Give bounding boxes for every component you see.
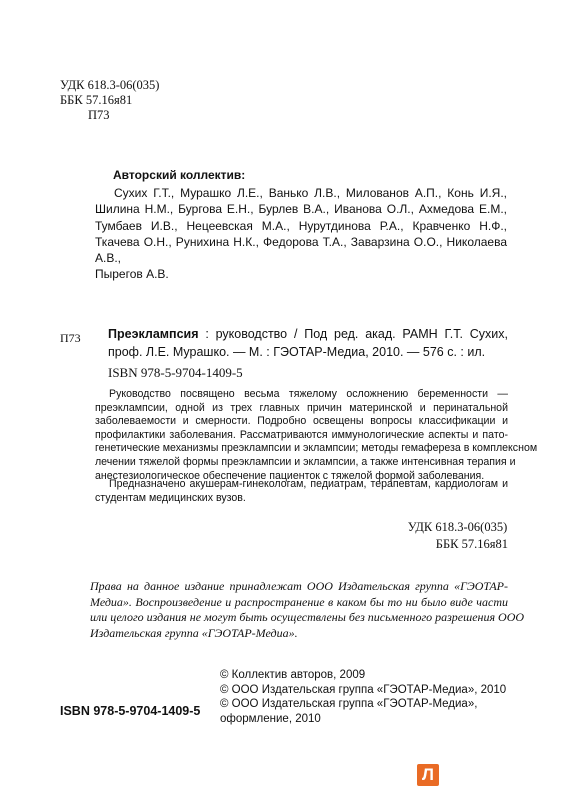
abstract-line: анестезиологическое обеспечение пациенток с тяжелой формой заболевания. xyxy=(95,469,485,482)
abstract xyxy=(95,388,538,483)
copyright-line: © ООО Издательская группа «ГЭОТАР-Медиа», xyxy=(220,698,478,710)
abstract-line: профилактики заболевания. Рассматриваются иммунологические аспекты и пато- xyxy=(95,428,508,441)
audience-line: Предназначено акушерам-гинекологам, педиатрам, терапевтам, кардиологам и xyxy=(109,478,508,490)
udc-code-right: УДК 618.3-06(035) xyxy=(407,520,508,534)
rights-notice xyxy=(90,579,525,641)
bibliography-line-1 xyxy=(108,325,508,343)
copyright-block xyxy=(220,668,506,726)
book-title: Преэклампсия xyxy=(108,327,199,341)
audience xyxy=(95,478,508,505)
isbn-top: ISBN 978-5-9704-1409-5 xyxy=(108,365,243,380)
copyright-line: © Коллектив авторов, 2009 xyxy=(220,669,366,681)
authors-line: Ткачева О.Н., Рунихина Н.К., Федорова Т.А., Заварзина О.О., Николаева А.В., xyxy=(95,234,507,266)
abstract-line: Руководство посвящено весьма тяжелому осложнению беременности — xyxy=(109,388,508,400)
title-rest: : руководство / Под ред. акад. РАМН Г.Т. Сухих, xyxy=(205,327,508,341)
author-mark-code: П73 xyxy=(88,108,110,122)
abstract-line: заболеваемости и смерности. Подробно освещены вопросы классификации и xyxy=(95,415,508,428)
rights-line: или целого издания не могут быть осуществлены без письменного разрешения ООО xyxy=(90,610,525,624)
bibliography-description xyxy=(108,325,508,361)
authors-line: Тумбаев И.В., Нецеевская М.А., Нурутдинова Р.А., Кравченко Н.Ф., xyxy=(95,218,507,233)
abstract-line: преэклампсии, одной из трех главных причин материнской и перинатальной xyxy=(95,401,508,414)
abstract-line: генетические механизмы преэклампсии и эклампсии; методы гемафереза в комплексном xyxy=(95,442,538,455)
rights-line: Медиа». Воспроизведение и распространение в каком бы то ни было виде части xyxy=(90,594,508,609)
copyright-line: © ООО Издательская группа «ГЭОТАР-Медиа», 2010 xyxy=(220,683,507,696)
classification-right xyxy=(408,519,508,553)
bbk-code: ББК 57.16я81 xyxy=(60,93,133,107)
authors-list xyxy=(95,185,507,283)
abstract-line: лечении тяжелой формы преэклампсии и эклампсии, а также интенсивная терапия и xyxy=(95,455,516,468)
authors-line: Пырегов А.В. xyxy=(95,267,169,282)
bibliography-code: П73 xyxy=(60,331,81,345)
bbk-code-right: ББК 57.16я81 xyxy=(435,537,508,551)
rights-line: Издательская группа «ГЭОТАР-Медиа». xyxy=(90,625,298,640)
udc-code: УДК 618.3-06(035) xyxy=(60,78,160,92)
bibliography-line-2: проф. Л.Е. Мурашко. — М. : ГЭОТАР-Медиа, 2010. — 576 с. : ил. xyxy=(108,345,486,359)
copyright-line: оформление, 2010 xyxy=(220,712,321,725)
litres-logo-icon: Л xyxy=(417,764,439,786)
rights-line: Права на данное издание принадлежат ООО Издательская группа «ГЭОТАР- xyxy=(90,579,508,593)
audience-line: студентам медицинских вузов. xyxy=(95,491,246,504)
authors-line: Сухих Г.Т., Мурашко Л.Е., Ванько Л.В., Милованов А.П., Конь И.Я., xyxy=(114,186,507,200)
authors-line: Шилина Н.М., Бургова Е.Н., Бурлев В.А., Иванова О.Л., Ахмедова Е.М., xyxy=(95,202,507,217)
authors-heading: Авторский коллектив: xyxy=(113,168,246,182)
isbn-bottom: ISBN 978-5-9704-1409-5 xyxy=(60,704,201,718)
